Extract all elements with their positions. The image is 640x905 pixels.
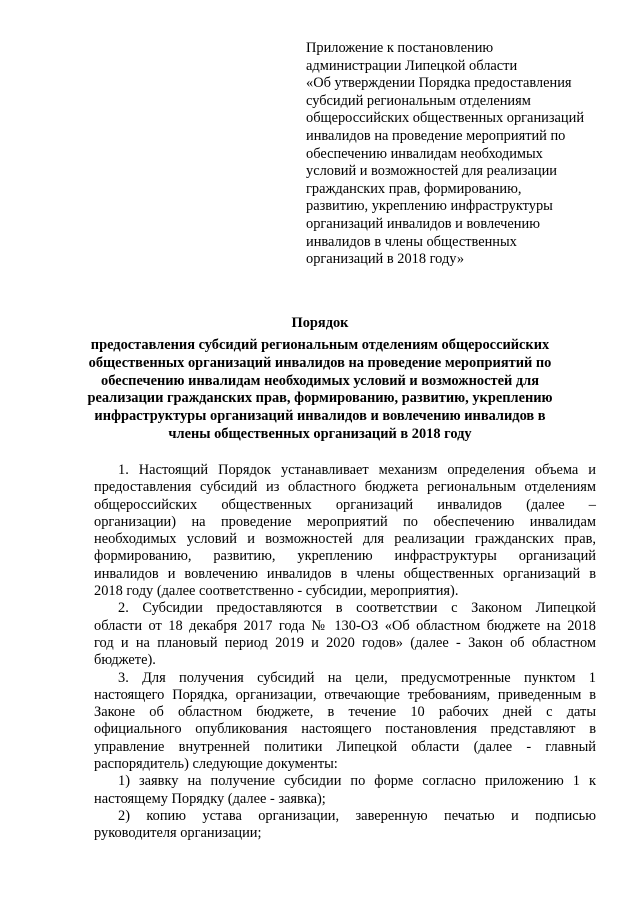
subtitle-line: обеспечению инвалидам необходимых условий и возможностей для <box>101 372 539 389</box>
paragraph-line: руководителя организации; <box>94 825 262 842</box>
paragraph-line: общероссийских общественных организаций инвалидов (далее – <box>94 496 596 513</box>
paragraph-3 <box>94 670 596 774</box>
appendix-line: общероссийских общественных организаций <box>306 110 585 127</box>
paragraph-line: организации) на проведение мероприятий по обеспечению инвалидам <box>94 513 596 530</box>
document-subtitle <box>0 337 640 444</box>
appendix-line: развитию, укреплению инфраструктуры <box>306 198 553 215</box>
paragraph-line: 3. Для получения субсидий на цели, предусмотренные пунктом 1 <box>118 669 596 686</box>
appendix-line: организаций в 2018 году» <box>306 251 465 268</box>
subtitle-line: члены общественных организаций в 2018 году <box>168 425 472 442</box>
appendix-line: организаций инвалидов и вовлечению <box>306 215 540 232</box>
document-title: Порядок <box>291 315 349 331</box>
paragraph-line: официального опубликования настоящего постановления представляют в <box>94 721 596 738</box>
paragraph-line: 1. Настоящий Порядок устанавливает механизм определения объема и <box>118 462 596 478</box>
appendix-line: субсидий региональным отделениям <box>306 92 531 109</box>
paragraph-line: управление внутренней политики Липецкой области (далее - главный <box>94 738 596 755</box>
appendix-line: инвалидов в члены общественных <box>306 233 517 250</box>
appendix-line: обеспечению инвалидам необходимых <box>306 145 543 162</box>
list-item-1 <box>94 773 596 808</box>
document-body <box>94 462 596 843</box>
appendix-line: «Об утверждении Порядка предоставления <box>306 75 572 92</box>
list-item-2 <box>94 808 596 843</box>
paragraph-line: настоящего Порядка, организации, отвечающие требованиям, приведенным в <box>94 686 596 703</box>
appendix-line: администрации Липецкой области <box>306 57 518 74</box>
subtitle-line: инфраструктуры организаций инвалидов и вовлечению инвалидов в <box>94 408 546 425</box>
paragraph-1 <box>94 462 596 600</box>
paragraph-2 <box>94 600 596 669</box>
paragraph-line: предоставления субсидий из областного бюджета региональным отделениям <box>94 479 596 496</box>
paragraph-line: формированию, развитию, укреплению инфраструктуры организаций <box>94 548 596 565</box>
paragraph-line: бюджете). <box>94 652 156 669</box>
paragraph-line: 2018 году (далее соответственно - субсидии, мероприятия). <box>94 583 459 600</box>
paragraph-line: 2. Субсидии предоставляются в соответствии с Законом Липецкой <box>118 600 596 617</box>
appendix-block <box>306 40 606 269</box>
paragraph-line: настоящему Порядку (далее - заявка); <box>94 790 326 807</box>
paragraph-line: 1) заявку на получение субсидии по форме согласно приложению 1 к <box>118 773 596 790</box>
paragraph-line: Законе об областном бюджете, в течение 10 рабочих дней с даты <box>94 704 596 721</box>
appendix-line: условий и возможностей для реализации <box>306 163 557 180</box>
appendix-line: гражданских прав, формированию, <box>306 180 522 197</box>
paragraph-line: распорядитель) следующие документы: <box>94 756 338 773</box>
subtitle-line: реализации гражданских прав, формированию, развитию, укреплению <box>87 390 553 407</box>
paragraph-line: области от 18 декабря 2017 года № 130-ОЗ «Об областном бюджете на 2018 <box>94 617 596 634</box>
subtitle-line: общественных организаций инвалидов на проведение мероприятий по <box>88 354 552 371</box>
paragraph-line: 2) копию устава организации, заверенную печатью и подписью <box>118 807 596 824</box>
paragraph-line: необходимых условий и возможностей для реализации гражданских прав, <box>94 531 596 548</box>
paragraph-line: инвалидов и вовлечению инвалидов в члены общественных организаций в <box>94 565 596 582</box>
appendix-line: Приложение к постановлению <box>306 40 494 56</box>
appendix-line: инвалидов на проведение мероприятий по <box>306 127 566 144</box>
paragraph-line: год и на плановый период 2019 и 2020 годов» (далее - Закон об областном <box>94 634 596 651</box>
subtitle-line: предоставления субсидий региональным отделениям общероссийских <box>90 337 550 353</box>
